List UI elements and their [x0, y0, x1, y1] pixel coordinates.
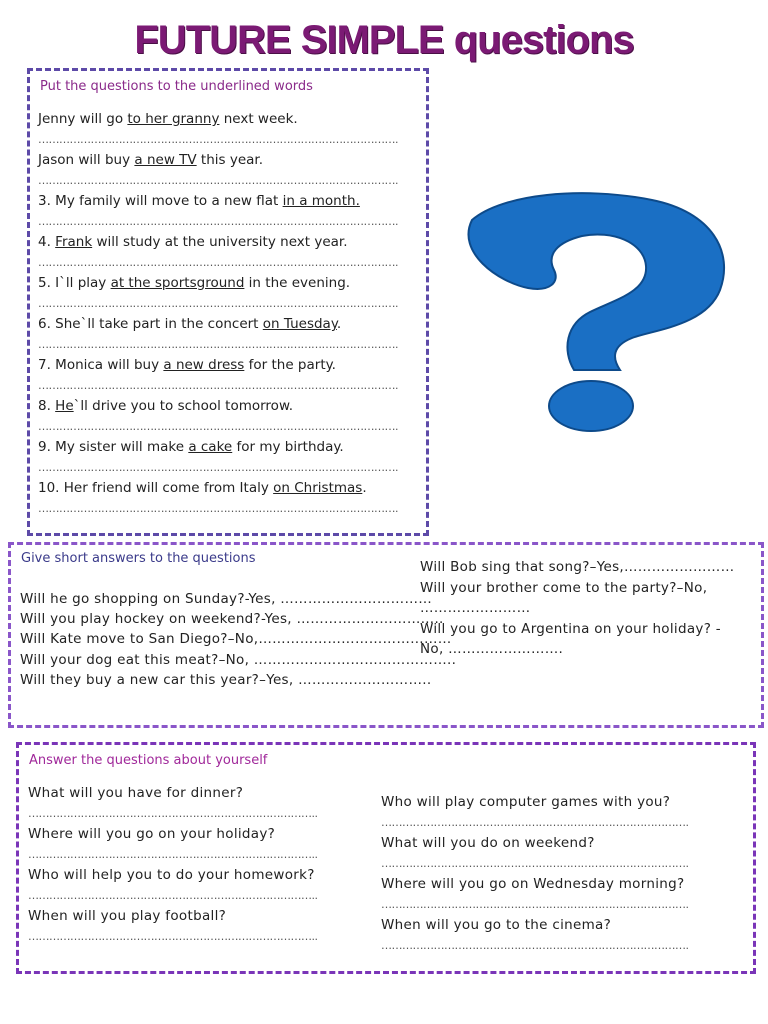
underlined-words: in a month.	[282, 193, 360, 209]
underlined-words: a new TV	[134, 152, 197, 168]
yourself-question: When will you go to the cinema?	[381, 917, 612, 933]
question-sentence	[38, 439, 344, 455]
sentence-text: this year.	[196, 152, 264, 168]
short-answer-item: No, …………………….	[420, 641, 564, 657]
answer-line[interactable]: ………………………………………………………………………………………….	[38, 420, 398, 433]
answer-line[interactable]: …………………………………………………………………………….	[381, 898, 689, 911]
section2-heading: Give short answers to the questions	[21, 551, 256, 566]
underlined-words: Frank	[55, 234, 93, 250]
sentence-text: for the party.	[244, 357, 336, 373]
sentence-text: 6. She`ll take part in the concert	[38, 316, 263, 332]
underlined-words: on Christmas	[273, 480, 363, 496]
answer-line[interactable]: ………………………………………………………………………..	[28, 889, 318, 902]
section1-heading: Put the questions to the underlined words	[40, 79, 313, 94]
question-sentence	[38, 357, 336, 373]
short-answer-dots: ……………………	[420, 600, 531, 616]
sentence-text: in the evening.	[244, 275, 351, 291]
sentence-text: .	[362, 480, 367, 496]
sentence-text: next week.	[219, 111, 298, 127]
answer-line[interactable]: ………………………………………………………………………..	[28, 930, 318, 943]
short-answer-item: Will you go to Argentina on your holiday? -	[420, 621, 721, 637]
yourself-question: Who will play computer games with you?	[381, 794, 671, 810]
answer-line[interactable]: …………………………………………………………………………….	[381, 857, 689, 870]
question-sentence	[38, 111, 298, 127]
answer-line[interactable]: …………………………………………………………………………….	[381, 816, 689, 829]
underlined-questions-box	[27, 68, 429, 536]
yourself-question: Where will you go on Wednesday morning?	[381, 876, 685, 892]
question-sentence	[38, 398, 293, 414]
answer-line[interactable]: ………………………………………………………………………………………….	[38, 133, 398, 146]
sentence-text: .	[336, 316, 342, 332]
answer-line[interactable]: ………………………………………………………………………………………….	[38, 174, 398, 187]
sentence-text: 10. Her friend will come from Italy	[38, 480, 274, 496]
question-sentence	[38, 480, 367, 496]
answer-line[interactable]: ………………………………………………………………………………………….	[38, 338, 398, 351]
sentence-text: 7. Monica will buy	[38, 357, 164, 373]
sentence-text: for my birthday.	[232, 439, 344, 455]
sentence-text: Jason will buy	[38, 152, 135, 168]
answer-line[interactable]: ………………………………………………………………………………………….	[38, 461, 398, 474]
about-yourself-box	[16, 742, 756, 974]
answer-line[interactable]: ………………………………………………………………………..	[28, 848, 318, 861]
section3-heading: Answer the questions about yourself	[29, 753, 268, 768]
sentence-text: `ll drive you to school tomorrow.	[73, 398, 294, 414]
short-answer-item: Will Bob sing that song?–Yes,……………………	[420, 559, 735, 575]
short-answer-item: Will your brother come to the party?–No,	[420, 580, 708, 596]
sentence-text: 9. My sister will make	[38, 439, 189, 455]
answer-line[interactable]: ………………………………………………………………………………………….	[38, 256, 398, 269]
sentence-text: will study at the university next year.	[92, 234, 348, 250]
sentence-text: 3. My family will move to a new flat	[38, 193, 283, 209]
question-sentence	[38, 316, 341, 332]
sentence-text: 4.	[38, 234, 56, 250]
sentence-text: 8.	[38, 398, 56, 414]
answer-line[interactable]: …………………………………………………………………………….	[381, 939, 689, 952]
short-answer-item: Will Kate move to San Diego?–No,……………………………………	[20, 631, 452, 647]
short-answer-item: Will your dog eat this meat?–No, ……………………………………..	[20, 652, 457, 668]
question-sentence	[38, 193, 360, 209]
question-sentence	[38, 152, 263, 168]
sentence-text: Jenny will go	[38, 111, 128, 127]
answer-line[interactable]: ………………………………………………………………………………………….	[38, 215, 398, 228]
short-answer-item: Will they buy a new car this year?–Yes, ………………………..	[20, 672, 432, 688]
yourself-question: What will you do on weekend?	[381, 835, 595, 851]
short-answers-box	[8, 542, 764, 728]
short-answer-item: Will he go shopping on Sunday?-Yes, ……………………………	[20, 591, 433, 607]
underlined-words: a new dress	[163, 357, 245, 373]
answer-line[interactable]: ………………………………………………………………………………………….	[38, 379, 398, 392]
yourself-question: When will you play football?	[28, 908, 227, 924]
yourself-question: Who will help you to do your homework?	[28, 867, 315, 883]
yourself-question: Where will you go on your holiday?	[28, 826, 276, 842]
answer-line[interactable]: ………………………………………………………………………………………….	[38, 297, 398, 310]
yourself-question: What will you have for dinner?	[28, 785, 244, 801]
underlined-words: at the sportsground	[110, 275, 245, 291]
underlined-words: to her granny	[127, 111, 220, 127]
underlined-words: He	[55, 398, 74, 414]
answer-line[interactable]: ………………………………………………………………………………………….	[38, 502, 398, 515]
underlined-words: on Tuesday	[262, 316, 337, 332]
question-sentence	[38, 275, 350, 291]
short-answer-item: Will you play hockey on weekend?-Yes, …………………………..	[20, 611, 444, 627]
question-mark-icon	[462, 192, 728, 436]
page-title: FUTURE SIMPLE questions	[134, 18, 634, 62]
underlined-words: a cake	[188, 439, 233, 455]
answer-line[interactable]: ………………………………………………………………………..	[28, 807, 318, 820]
sentence-text: 5. I`ll play	[38, 275, 111, 291]
question-sentence	[38, 234, 348, 250]
